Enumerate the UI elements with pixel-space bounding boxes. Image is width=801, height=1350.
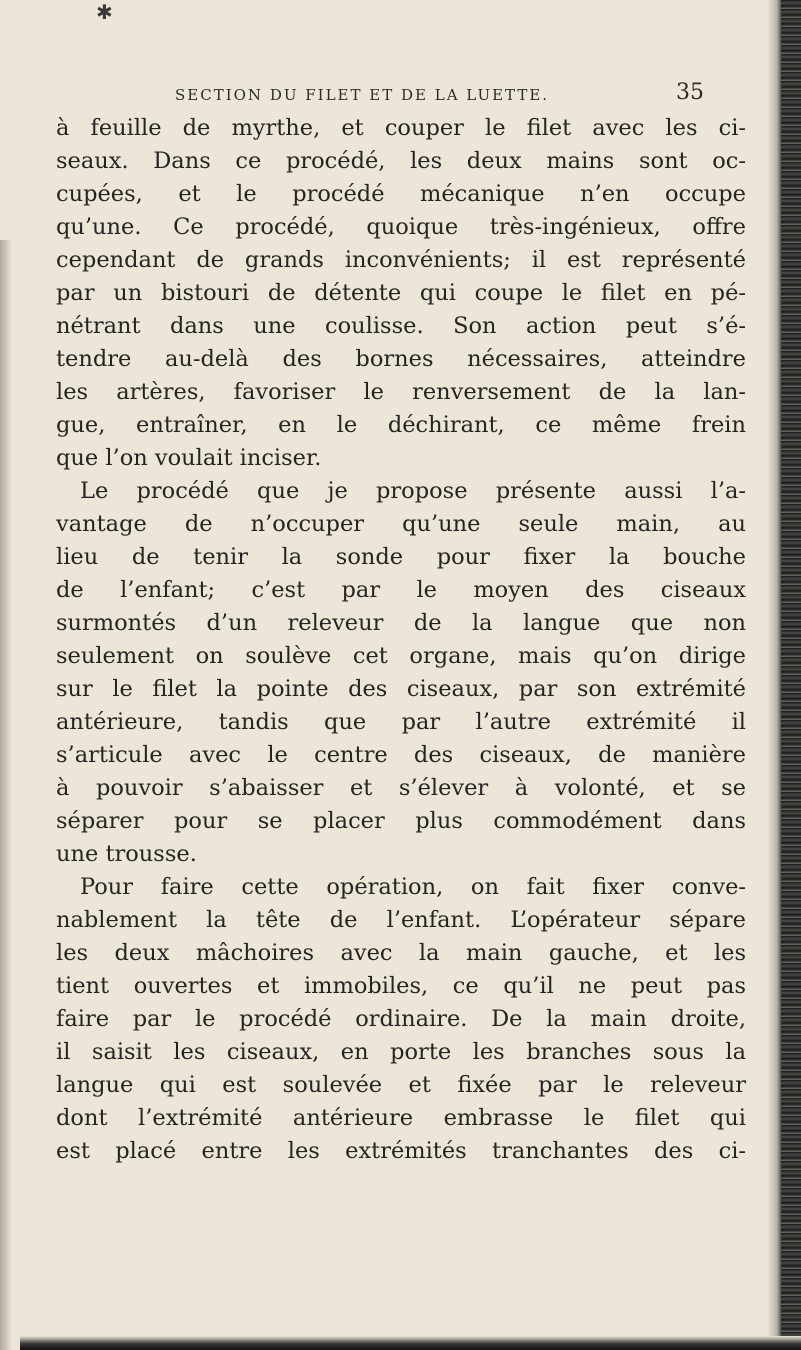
text-line: gue, entraîner, en le déchirant, ce même frein	[56, 412, 746, 438]
text-line: langue qui est soulevée et fixée par le releveur	[56, 1072, 746, 1098]
text-line: nétrant dans une coulisse. Son action peut s’é-	[56, 313, 746, 339]
body-text	[56, 112, 746, 1168]
text-line: s’articule avec le centre des ciseaux, de manière	[56, 742, 746, 768]
text-line: une trousse.	[56, 841, 197, 867]
text-line: tendre au-delà des bornes nécessaires, atteindre	[56, 346, 746, 372]
text-line: à pouvoir s’abaisser et s’élever à volonté, et se	[56, 775, 746, 801]
text-line: les deux mâchoires avec la main gauche, et les	[56, 940, 746, 966]
page-edge-bottom	[20, 1336, 801, 1350]
text-line: séparer pour se placer plus commodément dans	[56, 808, 746, 834]
text-line: que l’on voulait inciser.	[56, 445, 322, 471]
text-line: tient ouvertes et immobiles, ce qu’il ne peut pas	[56, 973, 746, 999]
text-line: à feuille de myrthe, et couper le filet avec les ci-	[56, 115, 746, 141]
text-line: par un bistouri de détente qui coupe le filet en pé-	[56, 280, 746, 306]
text-line: antérieure, tandis que par l’autre extrémité il	[56, 709, 746, 735]
text-line: seaux. Dans ce procédé, les deux mains sont oc-	[56, 148, 746, 174]
text-line: lieu de tenir la sonde pour fixer la bouche	[56, 544, 746, 570]
text-line: cupées, et le procédé mécanique n’en occupe	[56, 181, 746, 207]
text-line: faire par le procédé ordinaire. De la main droite,	[56, 1006, 746, 1032]
page-number: 35	[676, 80, 704, 105]
running-head: SECTION DU FILET ET DE LA LUETTE.	[175, 86, 550, 104]
text-line: nablement la tête de l’enfant. L’opérateur sépare	[56, 907, 746, 933]
page-edge-right	[781, 0, 801, 1350]
text-line: cependant de grands inconvénients; il est représenté	[56, 247, 746, 273]
text-line: qu’une. Ce procédé, quoique très-ingénieux, offre	[56, 214, 746, 240]
text-line: surmontés d’un releveur de la langue que non	[56, 610, 746, 636]
text-line: Le procédé que je propose présente aussi l’a-	[80, 478, 746, 504]
text-line: de l’enfant; c’est par le moyen des ciseaux	[56, 577, 746, 603]
text-line: dont l’extrémité antérieure embrasse le filet qui	[56, 1105, 746, 1131]
page-gutter-shadow	[0, 240, 12, 1350]
text-line: sur le filet la pointe des ciseaux, par son extrémité	[56, 676, 746, 702]
text-line: Pour faire cette opération, on fait fixer conve-	[80, 874, 746, 900]
ornament-mark: ✱	[96, 0, 113, 24]
text-line: il saisit les ciseaux, en porte les branches sous la	[56, 1039, 746, 1065]
text-line: vantage de n’occuper qu’une seule main, au	[56, 511, 746, 537]
text-line: est placé entre les extrémités tranchantes des ci-	[56, 1138, 746, 1164]
text-line: seulement on soulève cet organe, mais qu’on dirige	[56, 643, 746, 669]
text-line: les artères, favoriser le renversement de la lan-	[56, 379, 746, 405]
